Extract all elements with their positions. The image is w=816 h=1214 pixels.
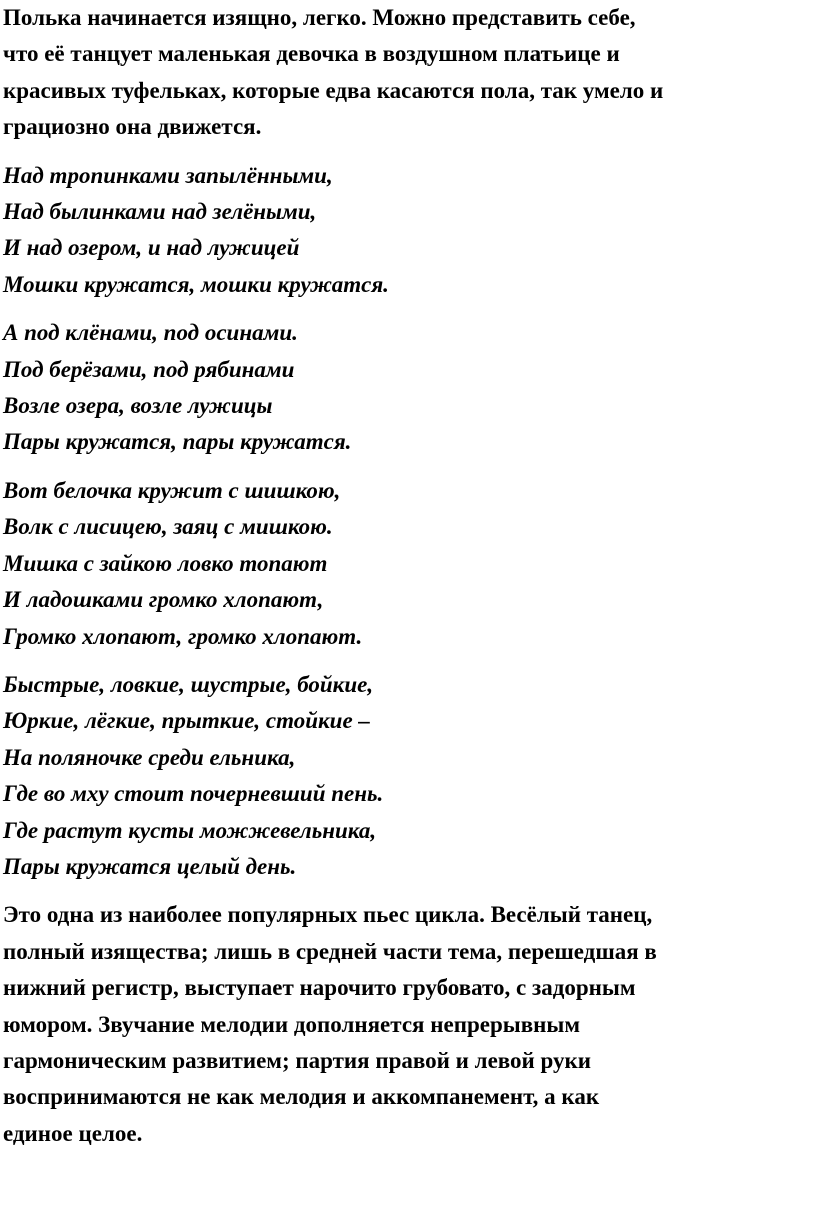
intro-paragraph <box>3 0 808 146</box>
poem-line: Вот белочка кружит с шишкою, <box>3 477 341 503</box>
poem-line: Мишка с зайкою ловко топают <box>3 550 328 576</box>
poem-line: Юркие, лёгкие, прыткие, стойкие – <box>3 708 370 734</box>
description-line: юмором. Звучание мелодии дополняется непрерывным <box>3 1011 580 1037</box>
description-line: воспринимаются не как мелодия и аккомпанемент, а как <box>3 1084 600 1110</box>
intro-line: что её танцует маленькая девочка в воздушном платьице и <box>3 41 620 67</box>
description-line: единое целое. <box>3 1120 143 1146</box>
description-line: полный изящества; лишь в средней части тема, перешедшая в <box>3 938 657 964</box>
poem-line: Над былинками над зелёными, <box>3 199 317 225</box>
poem-line: Пары кружатся целый день. <box>3 853 297 879</box>
intro-line: красивых туфельках, которые едва касаются пола, так умело и <box>3 77 664 103</box>
poem-line: Возле озера, возле лужицы <box>3 393 273 419</box>
poem-line: Где растут кусты можжевельника, <box>3 817 377 843</box>
poem-line: Громко хлопают, громко хлопают. <box>3 623 363 649</box>
poem-line: Где во мху стоит почерневший пень. <box>3 781 384 807</box>
poem-line: Пары кружатся, пары кружатся. <box>3 429 352 455</box>
poem-line: Над тропинками запылёнными, <box>3 162 333 188</box>
poem-line: А под клёнами, под осинами. <box>3 320 298 346</box>
description-line: гармоническим развитием; партия правой и левой руки <box>3 1047 592 1073</box>
description-line: Это одна из наиболее популярных пьес цикла. Весёлый танец, <box>3 902 653 928</box>
poem-stanza-3 <box>3 473 808 655</box>
description-line: нижний регистр, выступает нарочито грубовато, с задорным <box>3 975 636 1001</box>
intro-line: грациозно она движется. <box>3 114 262 140</box>
poem-line: Волк с лисицею, заяц с мишкою. <box>3 514 333 540</box>
poem-line: Быстрые, ловкие, шустрые, бойкие, <box>3 671 374 697</box>
poem-line: На поляночке среди ельника, <box>3 744 296 770</box>
poem-line: И над озером, и над лужицей <box>3 235 300 261</box>
poem-stanza-4 <box>3 667 808 885</box>
poem-line: И ладошками громко хлопают, <box>3 587 324 613</box>
intro-line: Полька начинается изящно, легко. Можно представить себе, <box>3 5 636 30</box>
poem-stanza-1 <box>3 158 808 304</box>
poem-stanza-2 <box>3 315 808 461</box>
poem-line: Мошки кружатся, мошки кружатся. <box>3 271 389 297</box>
poem-line: Под берёзами, под рябинами <box>3 356 295 382</box>
description-paragraph <box>3 897 808 1152</box>
